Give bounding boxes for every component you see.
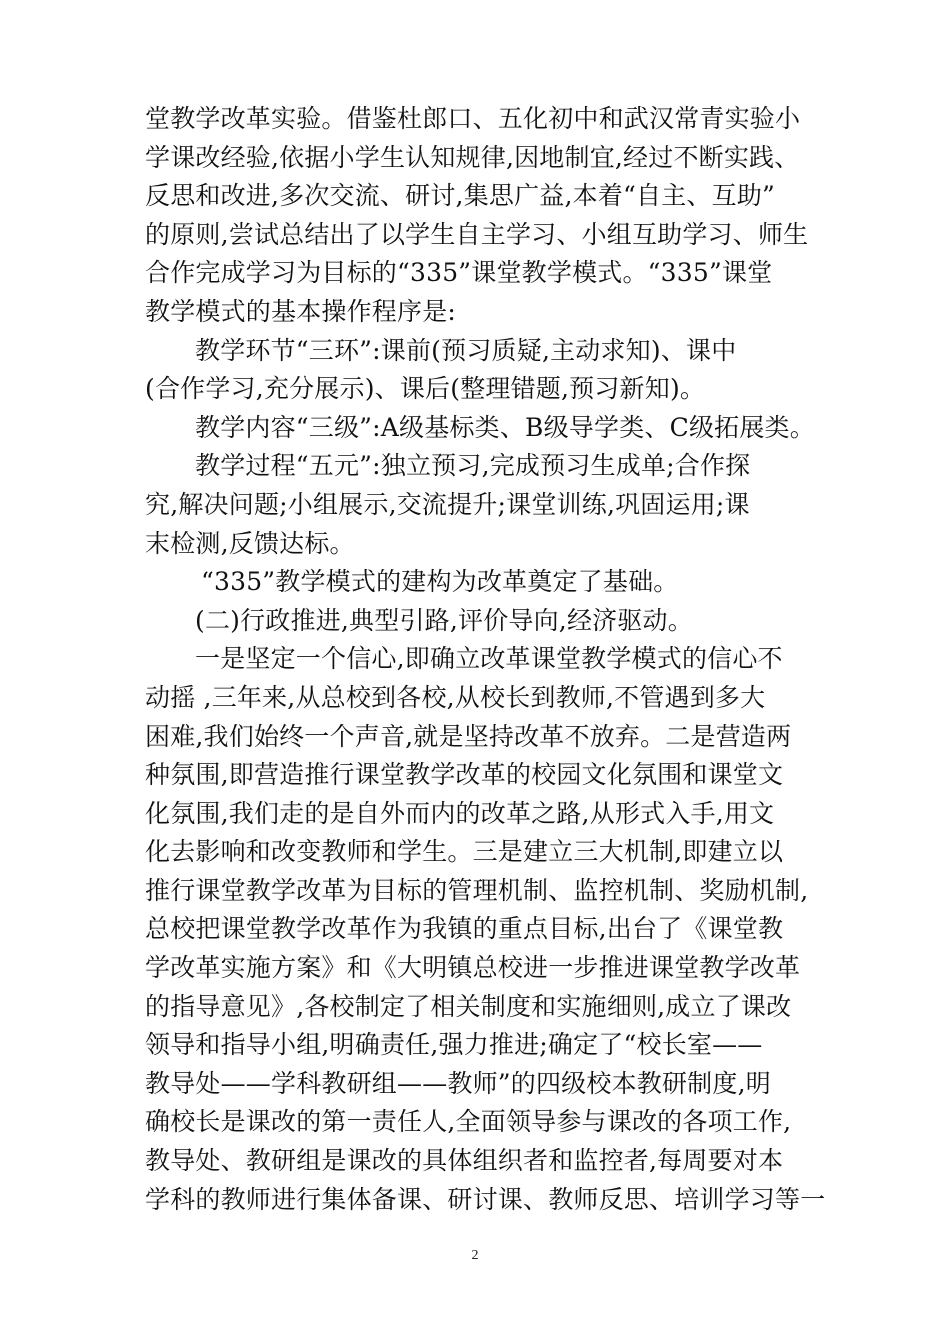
text-line: 一是坚定一个信心,即确立改革课堂教学模式的信心不 [195,644,783,674]
text-line: 教学内容“三级”:A级基标类、B级导学类、C级拓展类。 [195,412,815,442]
text-line: 学科的教师进行集体备课、研讨课、教师反思、培训学习等一 [145,1184,826,1214]
text-line: 化去影响和改变教师和学生。三是建立三大机制,即建立以 [145,837,784,867]
text-line: 教学过程“五元”:独立预习,完成预习生成单;合作探 [195,451,751,481]
text-line: 动摇 ,三年来,从总校到各校,从校长到教师,不管遇到多大 [145,682,766,712]
text-line: 化氛围,我们走的是自外而内的改革之路,从形式入手,用文 [145,798,775,828]
text-line: 教导处——学科教研组——教师”的四级校本教研制度,明 [145,1068,771,1098]
text-line: 堂教学改革实验。借鉴杜郎口、五化初中和武汉常青实验小 [145,104,801,133]
text-line: 教导处、教研组是课改的具体组织者和监控者,每周要对本 [145,1146,784,1176]
text-line: 推行课堂教学改革为目标的管理机制、监控机制、奖励机制, [145,875,809,905]
text-line: 种氛围,即营造推行课堂教学改革的校园文化氛围和课堂文 [145,760,784,790]
page-number: 2 [471,1248,479,1263]
text-line: 究,解决问题;小组展示,交流提升;课堂训练,巩固运用;课 [145,489,750,519]
text-line: 学课改经验,依据小学生认知规律,因地制宜,经过不断实践、 [145,142,800,172]
text-line: 教学环节“三环”:课前(预习质疑,主动求知)、课中 [195,335,737,365]
text-line: 合作完成学习为目标的“335”课堂教学模式。“335”课堂 [145,258,773,288]
text-line: 困难,我们始终一个声音,就是坚持改革不放弃。二是营造两 [145,721,792,751]
text-line: 反思和改进,多次交流、研讨,集思广益,本着“自主、互助” [145,181,776,211]
text-line: (合作学习,充分展示)、课后(整理错题,预习新知)。 [145,374,706,404]
text-line: 领导和指导小组,明确责任,强力推进;确定了“校长室—— [145,1030,763,1060]
text-line: 确校长是课改的第一责任人,全面领导参与课改的各项工作, [145,1107,792,1137]
text-line: 教学模式的基本操作程序是: [145,296,457,326]
text-line: 的指导意见》,各校制定了相关制度和实施细则,成立了课改 [145,991,792,1021]
text-line: 的原则,尝试总结出了以学生自主学习、小组互助学习、师生 [145,219,809,249]
text-line: 末检测,反馈达标。 [145,528,355,558]
text-line: (二)行政推进,典型引路,评价导向,经济驱动。 [195,605,693,635]
body-text [145,100,826,1219]
text-line: “335”教学模式的建构为改革奠定了基础。 [201,567,679,597]
text-line: 学改革实施方案》和《大明镇总校进一步推进课堂教学改革 [145,953,801,983]
text-line: 总校把课堂教学改革作为我镇的重点目标,出台了《课堂教 [145,914,784,944]
